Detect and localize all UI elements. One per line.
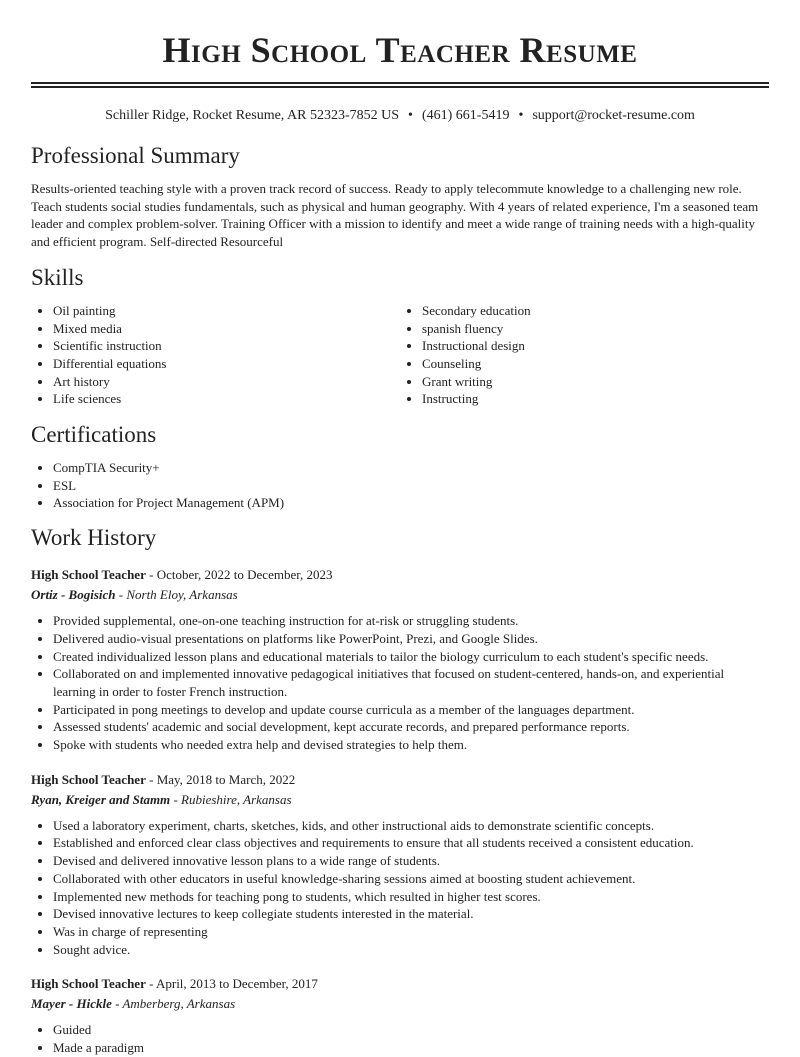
job-duty: • Sought advice. xyxy=(53,941,769,959)
job-duty: • Guided xyxy=(53,1021,769,1039)
page-title: High School Teacher Resume xyxy=(162,30,638,70)
certification-item: • Association for Project Management (APM) xyxy=(53,494,769,512)
job-location: - Amberberg, Arkansas xyxy=(111,996,236,1012)
skill-item: • Scientific instruction xyxy=(53,337,400,355)
job-duty: • Made a paradigm xyxy=(53,1039,769,1057)
job-entry xyxy=(31,770,769,959)
section-heading-skills: Skills xyxy=(31,264,84,290)
job-role: High School Teacher xyxy=(31,976,146,992)
job-entry xyxy=(31,974,769,1056)
skill-item: • Secondary education xyxy=(422,302,769,320)
skills-grid xyxy=(31,302,769,408)
certification-item: • ESL xyxy=(53,477,769,495)
job-company: Ortiz - Bogisich xyxy=(31,587,116,603)
job-company: Ryan, Kreiger and Stamm xyxy=(31,791,171,807)
job-company-line xyxy=(31,790,769,809)
job-duty: • Established and enforced clear class objectives and requirements to ensure that all students received a consistent education. xyxy=(53,834,769,852)
job-duty: • Assessed students' academic and social development, kept accurate records, and prepared performance reports. xyxy=(53,718,769,736)
skill-item: • Mixed media xyxy=(53,320,400,338)
job-company: Mayer - Hickle xyxy=(31,996,112,1012)
email-link[interactable]: support@rocket-resume.com xyxy=(532,108,695,123)
job-duty: • Provided supplemental, one-on-one teaching instruction for at-risk or struggling students. xyxy=(53,612,769,630)
skill-item: • Counseling xyxy=(422,355,769,373)
job-title-line xyxy=(31,974,769,994)
job-duty: • Spoke with students who needed extra help and devised strategies to help them. xyxy=(53,736,769,754)
job-duty: • Devised and delivered innovative lesson plans to a wide range of students. xyxy=(53,852,769,870)
job-duty: • Devised innovative lectures to keep collegiate students interested in the material. xyxy=(53,905,769,923)
job-dates: - April, 2013 to December, 2017 xyxy=(145,976,318,992)
job-duty: • Delivered audio-visual presentations on platforms like PowerPoint, Prezi, and Google Slides. xyxy=(53,630,769,648)
summary-text: Results-oriented teaching style with a proven track record of success. Ready to apply telecommute knowledge to a challenging new role. Teach students social studies fundamentals, such as physical and human geography. With 4 years of related experience, I'm a seasoned team leader and complex problem-solver. Training Officer with a mission to identify and meet a wide range of training needs with a high-quality and efficient program. Self-directed Resourceful xyxy=(31,181,759,250)
job-duties-list xyxy=(31,1021,769,1056)
skill-item: • Life sciences xyxy=(53,390,400,408)
address: Schiller Ridge, Rocket Resume, AR 52323-7852 US xyxy=(105,108,400,123)
skill-item: • Instructing xyxy=(422,390,769,408)
phone: (461) 661-5419 xyxy=(421,108,510,123)
job-entry xyxy=(31,565,769,754)
job-duties-list xyxy=(31,612,769,754)
skill-item: • Differential equations xyxy=(53,355,400,373)
job-duty: • Participated in pong meetings to develop and update course curricula as a member of the languages department. xyxy=(53,701,769,719)
job-duty: • Created individualized lesson plans and educational materials to tailor the biology curriculum to each student's specific needs. xyxy=(53,648,769,666)
job-duty: • Used a laboratory experiment, charts, sketches, kids, and other instructional aids to demonstrate scientific concepts. xyxy=(53,817,769,835)
job-role: High School Teacher xyxy=(31,567,146,583)
skill-item: • Oil painting xyxy=(53,302,400,320)
job-title-line xyxy=(31,565,769,585)
contact-line xyxy=(31,106,769,126)
job-company-line xyxy=(31,585,769,604)
job-duties-list xyxy=(31,817,769,959)
job-title-line xyxy=(31,770,769,790)
section-heading-work-history: Work History xyxy=(31,525,157,551)
skills-list-left xyxy=(31,302,400,408)
job-role: High School Teacher xyxy=(31,771,146,787)
skill-item: • Instructional design xyxy=(422,337,769,355)
skill-item: • Grant writing xyxy=(422,373,769,391)
certifications-list xyxy=(31,459,769,512)
certification-item: • CompTIA Security+ xyxy=(53,459,769,477)
skills-list-right xyxy=(400,302,769,408)
job-dates: - October, 2022 to December, 2023 xyxy=(145,567,333,583)
skill-item: • spanish fluency xyxy=(422,320,769,338)
separator: • xyxy=(518,108,524,123)
job-dates: - May, 2018 to March, 2022 xyxy=(145,771,296,787)
skill-item: • Art history xyxy=(53,373,400,391)
job-duty: • Implemented new methods for teaching pong to students, which resulted in higher test scores. xyxy=(53,888,769,906)
section-heading-summary: Professional Summary xyxy=(31,143,240,168)
section-heading-certifications: Certifications xyxy=(31,422,157,448)
job-location: - Rubieshire, Arkansas xyxy=(170,791,292,807)
separator: • xyxy=(408,108,413,123)
job-duty: • Collaborated with other educators in useful knowledge-sharing sessions aimed at boosting student achievement. xyxy=(53,870,769,888)
title-divider xyxy=(31,82,769,88)
job-location: - North Eloy, Arkansas xyxy=(115,587,238,603)
job-duty: • Collaborated on and implemented innovative pedagogical initiatives that focused on student-centered, hands-on, and experiential learning in order to foster French instruction. xyxy=(53,665,769,700)
job-company-line xyxy=(31,994,769,1013)
job-duty: • Was in charge of representing xyxy=(53,923,769,941)
